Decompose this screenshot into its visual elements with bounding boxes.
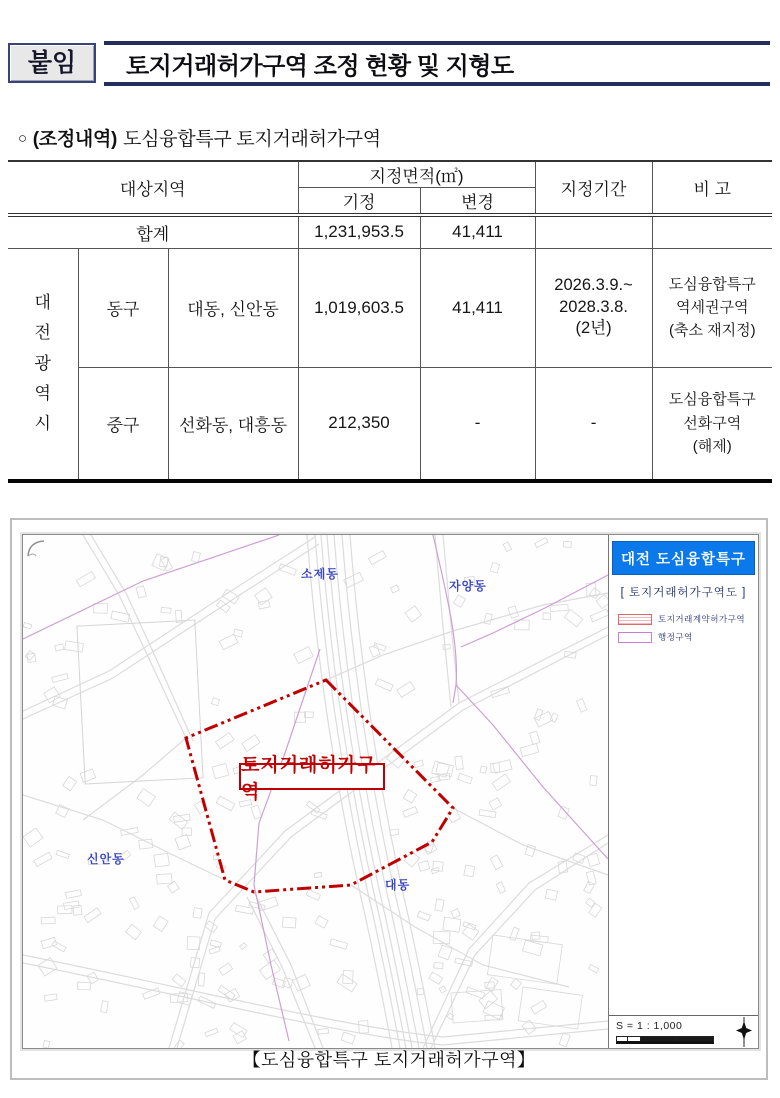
map-figure bbox=[10, 518, 768, 1080]
scale-text: S = 1 : 1,000 bbox=[616, 1020, 683, 1032]
legend-swatch-permission-zone bbox=[618, 614, 652, 625]
gu-cell: 중구 bbox=[78, 367, 168, 481]
legend-panel-title: 대전 도심융합특구 bbox=[612, 541, 755, 575]
map-frame bbox=[22, 534, 759, 1049]
legend-panel-subtitle: [ 토지거래허가구역도 ] bbox=[620, 587, 747, 599]
north-arrow-icon bbox=[735, 1017, 753, 1047]
intro-emphasis: (조정내역) bbox=[32, 129, 118, 150]
intro-text: 도심융합특구 토지거래허가구역 bbox=[123, 129, 381, 150]
legend-swatch-admin-district bbox=[618, 632, 652, 643]
scale-bar bbox=[616, 1036, 714, 1044]
total-period-empty bbox=[535, 215, 652, 248]
place-label-jayangdong: 자양동 bbox=[449, 579, 487, 593]
place-label-sojedong: 소제동 bbox=[301, 567, 339, 581]
total-row bbox=[8, 215, 772, 248]
legend-list bbox=[618, 613, 758, 643]
existing-cell: 1,019,603.5 bbox=[298, 248, 420, 367]
dong-cell: 선화동, 대흥동 bbox=[168, 367, 298, 481]
scale-footer bbox=[609, 1015, 758, 1048]
attachment-badge: 붙임 bbox=[8, 43, 96, 83]
park-block bbox=[77, 620, 203, 784]
title-band bbox=[104, 41, 770, 86]
total-note-empty bbox=[652, 215, 772, 248]
note-cell: 도심융합특구 역세권구역 (축소 재지정) bbox=[652, 248, 772, 367]
legend-item-permission-zone: 토지거래계약허가구역 bbox=[618, 613, 758, 625]
period-cell: - bbox=[535, 367, 652, 481]
table-row-donggu bbox=[8, 248, 772, 367]
changed-cell: - bbox=[420, 367, 535, 481]
period-cell: 2026.3.9.~ 2028.3.8. (2년) bbox=[535, 248, 652, 367]
legend-item-admin-district: 행정구역 bbox=[618, 631, 758, 643]
city-cell: 대전광역시 bbox=[8, 248, 78, 481]
col-header-target-area: 대상지역 bbox=[8, 161, 298, 215]
existing-cell: 212,350 bbox=[298, 367, 420, 481]
gu-cell: 동구 bbox=[78, 248, 168, 367]
col-header-period: 지정기간 bbox=[535, 161, 652, 215]
changed-cell: 41,411 bbox=[420, 248, 535, 367]
col-header-designated-area: 지정면적(㎡) bbox=[298, 161, 535, 188]
adjustment-table bbox=[8, 160, 772, 483]
place-label-daedong: 대동 bbox=[385, 878, 411, 892]
intro-line bbox=[18, 124, 381, 151]
total-changed: 41,411 bbox=[420, 215, 535, 248]
total-existing: 1,231,953.5 bbox=[298, 215, 420, 248]
permission-zone-label: 토지거래허가구역 bbox=[239, 763, 385, 790]
table-row-junggu bbox=[8, 367, 772, 481]
dong-cell: 대동, 신안동 bbox=[168, 248, 298, 367]
note-cell: 도심융합특구 선화구역 (해제) bbox=[652, 367, 772, 481]
bullet-icon: ○ bbox=[18, 130, 27, 147]
col-header-existing: 기정 bbox=[298, 188, 420, 216]
place-label-sinandong: 신안동 bbox=[87, 852, 125, 866]
total-label: 합계 bbox=[8, 215, 298, 248]
col-header-changed: 변경 bbox=[420, 188, 535, 216]
col-header-note: 비 고 bbox=[652, 161, 772, 215]
page-title: 토지거래허가구역 조정 현황 및 지형도 bbox=[126, 53, 514, 80]
map-caption: 【도심융합특구 토지거래허가구역】 bbox=[242, 1050, 536, 1070]
legend-panel bbox=[608, 535, 758, 1048]
corner-fold-icon bbox=[25, 537, 47, 559]
